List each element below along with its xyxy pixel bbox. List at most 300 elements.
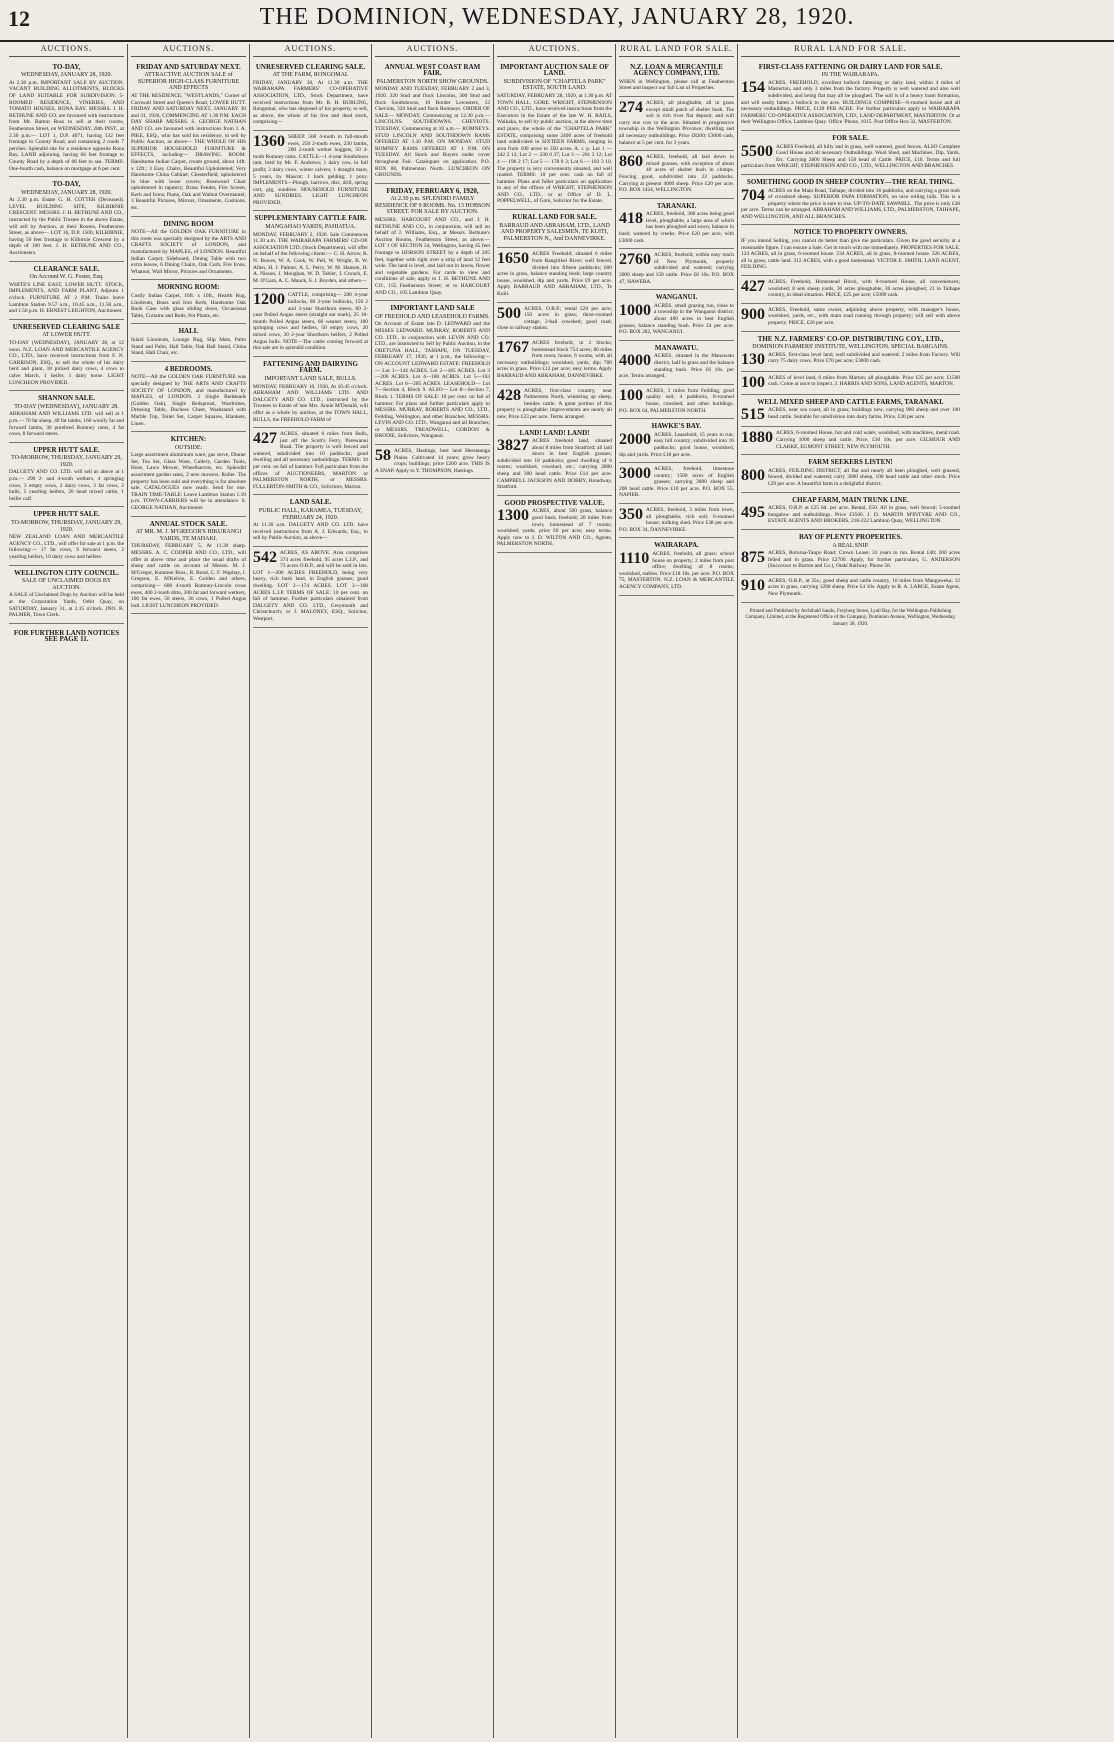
ad-text: ACRES, about 500 grass, balance good bush; freehold; 20 miles from town; homestead of 7 rooms; woolshed; yards; price £6 per acre; easy terms. Apply now to J. D. WILTON AND CO., Agents, PALMERSTON NORTH. (497, 508, 612, 548)
advertisement (131, 217, 246, 281)
ad-title: IMPORTANT AUCTION SALE OF LAND. (500, 62, 609, 78)
advertisement (253, 131, 368, 212)
ad-body (619, 432, 734, 458)
ad-body (741, 238, 960, 271)
advertisement (741, 395, 960, 428)
advertisement (497, 248, 612, 302)
acreage-figure: 1300 (497, 507, 529, 525)
acreage-figure: 542 (253, 549, 277, 566)
advertisement (9, 507, 124, 565)
ad-text: ACRES, Hastings, best land Heretaunga Plains. Cultivated 14 years; grow heavy crops; buildings; price £200 acre. THIS IS A SNAP. Apply to Y. THOMPSON, Hastings. (375, 448, 490, 474)
ad-title: IMPORTANT LAND SALE (390, 304, 475, 313)
ad-text: ACRES, 6-roomed House, hot and cold water, woolshed, with machines, metal road. Carrying 1000 sheep and cattle. Price, £30 10s. per acre. GILMOUR AND CLARKE, EGMONT STREET, NEW PLYMOUTH. (776, 430, 960, 450)
ad-subtitle: AT MR. M. J. M'GREGOR'S HIKURANGI YARDS, TE MAHAKI. (135, 529, 242, 542)
ad-text: ACRES of level land, 6 miles from Marton; all ploughable. Price £35 per acre; £1500 cash. Come at once to inspect. J. HARRIS AND SONS, LAND AGENTS, MARTON. (768, 374, 960, 388)
masthead (0, 0, 1114, 42)
ad-text: ACRES, freehold, within easy reach of New Plymouth, properly subdivided and watered; carrying 3000 sheep and 150 cattle. Price £8 10s. P.O. BOX 47, HAWERA. (619, 252, 734, 285)
ad-title: UNRESERVED CLEARING SALE. (255, 62, 366, 71)
ad-title: TO-DAY, (52, 62, 81, 71)
ad-title: CLEARANCE SALE. (33, 264, 100, 273)
ad-body (253, 134, 368, 207)
ad-title: UPPER HUTT SALE. (33, 445, 100, 454)
ad-subtitle: BARRAUD AND ABRAHAM, LTD., LAND AND PROPERTY SALESMEN, TE KUITI, PALMERSTON N., And DANNEVIRKE. (499, 222, 610, 242)
ad-body (253, 232, 368, 285)
advertisement (253, 60, 368, 131)
advertisement (9, 60, 124, 178)
ad-text: ACRES, first-class level land, well subdivided and watered; 2 miles from Factory. Will carry 75 dairy cows. Price £70 per acre; £3000 cash. (768, 351, 960, 365)
advertisement (741, 332, 960, 372)
ad-text: ACRES freehold, in 2 blocks; homestead block 754 acres; 80 miles from town; house; 6 rooms, with all necessary outbuildings; woolshed, yards, dip; 700 acres in grass. Price £12 per acre; easy terms. Apply BARRAUD AND ABRAHAM, DANNEVIRKE. (497, 339, 612, 379)
ad-body (131, 229, 246, 275)
ad-title: ANNUAL WEST COAST RAM FAIR. (384, 62, 481, 78)
ad-title: NOTICE TO PROPERTY OWNERS. (793, 228, 908, 237)
ad-body (375, 448, 490, 474)
advertisement (131, 517, 246, 615)
ad-body (619, 303, 734, 336)
ad-body (9, 411, 124, 437)
acreage-figure: 427 (253, 430, 277, 448)
acreage-figure: 1200 (253, 291, 285, 309)
ad-body (253, 431, 368, 490)
acreage-figure: 1767 (497, 338, 529, 356)
ad-body (741, 430, 960, 450)
acreage-figure: 704 (741, 186, 765, 204)
acreage-figure: 2760 (619, 251, 651, 269)
ad-text: SATURDAY, FEBRUARY 28, 1920, at 1.30 p.m. AT TOWN HALL, GORE. WRIGHT, STEPHENSON AND CO., LTD., have received instructions from the Executors in the Estate of the late W. H. RAILS, Waikaka, to sell by public auction, at the above time and place, the whole of the "CHAPTELA PARK" ESTATE, comprising some 2400 acres of freehold land subdivided in SIXTEEN FARMS, ranging in area from 100 acres to 350 acres. A. r. p. Lot 1 — 242 2 12; Lot 2 — 236 0 37; Lot 3 — 201 3 12; Lot 4 — 196 2 17; Lot 5 — 178 0 3; Lot 6 — 183 3 10. The property is very conveniently situated, and well roaded. TERMS: 10 per cent. cash on fall of hammer. Plans and fuller particulars on application to any of the offices of WRIGHT, STEPHENSON AND CO., LTD., or at Office of D. L. POPPELWELL, of Gore, Solicitor for the Estate. (497, 92, 612, 205)
ad-title: SUPPLEMENTARY CATTLE FAIR. (254, 214, 367, 223)
advertisement (131, 362, 246, 432)
ad-body (375, 217, 490, 296)
advertisement (619, 463, 734, 504)
advertisement (619, 290, 734, 341)
newspaper-column (372, 44, 494, 1738)
page-number: 12 (8, 6, 30, 31)
ad-title: ANNUAL STOCK SALE. (149, 519, 228, 528)
advertisement (619, 60, 734, 97)
ad-text: Inlaid Linoleum, Lounge Rug, Slip Mats, Palm Stand and Palm, Hall Table, Oak Hall Stand, China Stand, Hall Chair, etc. (131, 336, 246, 357)
advertisement (619, 151, 734, 199)
ad-text: MESSRS. HARCOURT AND CO., and J. H. BETHUNE AND CO., in conjunction, will sell on behalf of J. Williams, Esq., at Messrs. Bethune's Auction Rooms, Featherston Street, as above:— LOT 1 OF SECTION 34, Wellington, having 45 feet frontage to HOBSON STREET by a depth of 205 feet, together with right over a strip of land 12 feet wide. The land is level, and laid out in lawns, flower and vegetable gardens. For cards to view and conditions of sale, apply to J. H. BETHUNE AND CO., 155 Featherston Street; or to HARCOURT AND CO., 105 Lambton Quay. (375, 217, 490, 296)
ad-title: FRIDAY, FEBRUARY 6, 1920, (386, 186, 479, 195)
ad-body (619, 551, 734, 591)
advertisement (741, 493, 960, 530)
ad-title: BAY OF PLENTY PROPERTIES. (799, 532, 902, 541)
ad-text: ACRES, Rotorua-Taupo Road; Crown Lease; 33 years to run. Rental £40; 200 acres felled and in grass. Price £2700. Apply, for further particulars, G. ANDERSON (Successor to Burton and Co.), Otaki Railway. Phone 58. (768, 550, 960, 570)
ad-subtitle: PALMERSTON NORTH SHOW GROUNDS. (376, 78, 489, 85)
ad-subtitle: ATTRACTIVE AUCTION SALE of SUPERIOR HIGH-CLASS FURNITURE AND EFFECTS (137, 72, 240, 92)
ad-title: SOMETHING GOOD IN SHEEP COUNTRY—THE REAL THING. (746, 177, 955, 186)
acreage-figure: 1880 (741, 429, 773, 447)
ad-body (497, 340, 612, 380)
advertisement (619, 419, 734, 463)
ad-text: ACRES, freehold, all laid down in mixed grasses, with exception of about 40 acres of shelter bush in clumps. Fencing good, subdivided into 22 paddocks. Carrying at present 4000 sheep. Price £20 per acre. P.O. BOX 1424, WELLINGTON. (619, 154, 734, 194)
ad-text: NEW ZEALAND LOAN AND MERCANTILE AGENCY CO., LTD., will offer for sale at 1 p.m. the following:— 17 fat cows, 9 forward steers, 2 yearling heifers, 10 dairy cows and heifers. (9, 534, 124, 560)
advertisement (741, 372, 960, 395)
ad-text: ACRES on the Main Road, Taihape, divided into 16 paddocks, and carrying a great mob of crossbred sheep. SUPERIOR PAPA FORMATION, on nice rolling hills. This is a property where the price is sure to rise. UP-TO-DATE SAWMILL. The price is only £28 per acre. Terms can be arranged. ABRAHAM AND WILLIAMS, LTD., PALMERSTON, TAIHAPE, AND WELLINGTON, AND ALL BRANCHES. (741, 187, 960, 220)
advertisement (619, 249, 734, 290)
ad-text: ACRES, freehold, 300 acres being good level, ploughable, a large area of which has been ploughed and sown; balance in bush; watered by creeks. Price £20 per acre, with £3000 cash. (619, 211, 734, 244)
ad-title: GOOD PROSPECTIVE VALUE. (504, 498, 605, 507)
ad-body (741, 279, 960, 299)
ad-body (497, 251, 612, 297)
ad-text: WHEN in Wellington, please call at Featherston Street and inspect our full List of Properties. (619, 78, 734, 92)
ad-body (9, 340, 124, 386)
advertisement (9, 262, 124, 320)
advertisement (9, 443, 124, 508)
ad-title: FARM SEEKERS LISTEN! (808, 458, 893, 467)
advertisement (375, 60, 490, 184)
acreage-figure: 428 (497, 386, 521, 404)
ad-title: FIRST-CLASS FATTENING OR DAIRY LAND FOR SALE. (758, 62, 943, 71)
advertisement (619, 504, 734, 538)
ad-subtitle: IMPORTANT LAND SALE, BULLS. (264, 375, 357, 382)
ad-text: ACRES, FREEHOLD, excellent bullock fattening or dairy land, within 4 miles of Masterton, and only 3 miles from the factory. Property is well watered and also well subdivided, and being flat may all be ploughed. The soil is of a heavy loam formation, and will easily fatten a bullock to the acre. BUILDINGS COMPRISE—6-roomed house and all necessary outbuildings. PRICE, £120 PER ACRE. For further particulars apply to WAIRARAPA FARMERS' CO-OPERATIVE ASSOCIATION, LTD., LAND DEPARTMENT, MASTERTON. Or at their Wellington Office, Lambton Quay. Office 'Phone, 1015. Post Office Box 32, MASTERTON. (741, 79, 961, 126)
acreage-figure: 100 (619, 386, 643, 404)
advertisement (253, 495, 368, 547)
advertisement (497, 426, 612, 496)
ad-body (253, 384, 368, 424)
columns-container (6, 44, 1108, 1738)
advertisement (497, 496, 612, 553)
ad-body (253, 522, 368, 542)
ad-title: MORNING ROOM: (157, 283, 220, 292)
newspaper-title: THE DOMINION, WEDNESDAY, JANUARY 28, 1920. (259, 4, 855, 30)
ad-body (619, 79, 734, 92)
column-header: AUCTIONS. (375, 44, 490, 57)
column-header: AUCTIONS. (497, 44, 612, 57)
newspaper-column (128, 44, 250, 1738)
newspaper-column (250, 44, 372, 1738)
ad-title: WANGANUI. (655, 293, 698, 302)
ad-text: NOTE—All the GOLDEN OAK FURNITURE was specially designed by THE ARTS AND CRAFTS SOCIETY OF LONDON, and manufactured by MAPLES, of LONDON. 2 Single Bedsteads (Golden Oak), Single Bedspread, Wardrobes, Dressing Table, Duchess Chest, Washstand with Marble Top, Toilet Set, Carpet Squares, Blankets, Linen. (131, 374, 246, 427)
acreage-figure: 5500 (741, 142, 773, 160)
ad-text: ACRES, freehold, all grass; school house on property; 2 miles from post office; dwelling of 8 rooms; woolshed, stables. Price £18 10s. per acre. P.O. BOX 75, MASTERTON. N.Z. LOAN & MERCANTILE AGENCY COMPANY, LTD. (619, 551, 734, 590)
ad-body (741, 407, 960, 422)
ad-subtitle: TO-MORROW, THURSDAY, JANUARY 29, 1920. (11, 455, 122, 468)
ad-text: ACRES, AS ABOVE. Area comprises 374 acres freehold, 95 acres L.I.P., and 73 acres O.R.P., and will be sold in lots. LOT 1—200 ACRES FREEHOLD, being very heavy, rich bush land, in English grasses; good dwelling. LOT 2—174 ACRES. LOT 3—168 ACRES L.I.P. TERMS OF SALE: 10 per cent. on fall of hammer. Further particulars obtained from DALGETY AND CO. LTD., Greymouth and Christchurch; or J. MALONEY, ESQ., Solicitor, Westport. (253, 550, 368, 622)
advertisement (497, 60, 612, 210)
ad-text: AT THE RESIDENCE, "WESTLANDS," Corner of Cornwall Street and Queen's Road, LOWER HUTT. FRIDAY AND SATURDAY NEXT, JANUARY 30 and 31, 1920, COMMENCING AT 1.30 P.M. EACH DAY SHARP. MESSRS. S. GEORGE NATHAN AND CO. are favoured with instructions from J. A. PIKE, ESQ., who has sold his residence, to sell by Public Auction, as above— THE WHOLE OF HIS SUPERIOR HOUSEHOLD FURNITURE & EFFECTS, including— DRAWING ROOM: Handsome Indian Carpet, cream ground, about 14ft. x 12ft.; 3 Easy Chairs, Beautiful Upholstered; Very Handsome China Cabinet; Chesterfield, upholstered in blue with loose covers; Rosewood Chair upholstered in tapestry; Brass Fender, Fire Screen, Kerb and Irons; Piano, Oak and Walnut Overmantel; 3 Beautiful Pictures, Mirrors, Ornaments, Cushions, etc. (131, 92, 246, 212)
ad-subtitle: TO-MORROW, THURSDAY, JANUARY 29, 1920. (11, 520, 122, 533)
advertisement (619, 385, 734, 419)
ad-body (497, 508, 612, 548)
ad-text: ACRES, Freehold, same owner, adjoining above property, with manager's house, woolshed, yards, etc., with main road running through property; will sell with above property. PRICE, £20 per acre. (768, 306, 960, 326)
ad-title: KITCHEN: (170, 435, 207, 444)
ad-text: ACRES, 3 miles from Feilding, good quality soil; 4 paddocks, 8-roomed house, cowshed, and other buildings. P.O. BOX 64, PALMERSTON NORTH. (619, 387, 734, 414)
advertisement (131, 324, 246, 361)
ad-text: WHITE'S LINE EAST, LOWER HUTT. STOCK, IMPLEMENTS, AND FARM PLANT. Adjourn 1 o'clock. FURNITURE AT 2 P.M. Trains leave Lambton Station 9.57 a.m., 10.45 a.m., 11.50 a.m., and 1.50 p.m. H. ERNEST LEIGHTON, Auctioneer. (9, 281, 124, 315)
ad-text: ACRES, O.R.P. at £25 6d. per acre. Rental, £50. All in grass, well fenced; 5-roomed bungalow and outbuildings. Price £3500. J. D. MARTIN M'INTYRE AND CO., ESTATE AGENTS AND BROKERS, 218-222 Lambton Quay, WELLINGTON. (768, 505, 960, 525)
advertisement (619, 199, 734, 250)
column-footer-note: FOR FURTHER LAND NOTICES SEE PAGE 11. (13, 628, 120, 644)
ad-title: DINING ROOM (163, 219, 214, 228)
ad-subtitle: SUBDIVISION OF "CHAPTELA PARK" ESTATE, SOUTH LAND. (503, 78, 606, 92)
ad-text: FRIDAY, JANUARY 30, At 11.30 a.m. THE WAIRARAPA FARMERS' CO-OPERATIVE ASSOCIATION, LTD., Stock Department, have received instructions from Mr. R. H. BURLING, Rongomai, who has disposed of his property, to sell, as above, the whole of his live and dead stock, comprising— (253, 79, 368, 126)
ad-body (741, 578, 960, 598)
ad-title: CHEAP FARM, MAIN TRUNK LINE. (792, 495, 909, 504)
advertisement (375, 301, 490, 445)
acreage-figure: 1650 (497, 250, 529, 268)
acreage-figure: 800 (741, 466, 765, 484)
acreage-figure: 495 (741, 504, 765, 522)
acreage-figure: 515 (741, 406, 765, 424)
ad-text: ACRES, first-class country, near Palmerston North, wintering up sheep, besides cattle. A great portion of this property is ploughable; improvements are nearly all new. Price £23 per acre. Terms arranged. (497, 387, 612, 420)
ad-title: TARANAKI. (656, 201, 697, 210)
acreage-figure: 1110 (619, 550, 650, 568)
ad-subtitle: AT THE FARM, RONGOMAI. (272, 72, 349, 79)
ad-text: ACRES, situated in the Manawatu district, half in grass and the balance standing bush. Price £6 10s. per acre. Terms arranged. (619, 353, 734, 380)
ad-subtitle: WEDNESDAY, JANUARY 28, 1920. (20, 72, 113, 79)
acreage-figure: 500 (497, 304, 521, 322)
acreage-figure: 130 (741, 350, 765, 368)
ad-title: FATTENING AND DAIRYING FARM. (263, 359, 358, 375)
ad-title: WELLINGTON CITY COUNCIL. (14, 568, 119, 577)
ad-body (131, 293, 246, 319)
ad-subtitle: PUBLIC HALL, KARAMEA, TUESDAY, FEBRUARY 24, 1920. (258, 508, 363, 521)
advertisement (741, 60, 960, 131)
ad-title: 4 BEDROOMS. (164, 364, 213, 373)
printer-imprint: Printed and Published by Archibald Sando, Freyberg Street, Lyall Bay, for the Wellington Publishing Company, Limited, at the Registered Office of the Company, Dominion Avenue, Wellington, Wednesday, January 28, 1920. (745, 608, 956, 627)
advertisement (497, 337, 612, 385)
advertisement (741, 225, 960, 276)
ad-text: At 11.30 a.m. DALGETY AND CO. LTD. have received instructions from A. J. Edwards, Esq., to sell by Public Auction, as above— (253, 522, 368, 542)
advertisement (9, 391, 124, 443)
column-header: AUCTIONS. (9, 44, 124, 57)
ad-body (131, 337, 246, 357)
advertisement (375, 184, 490, 302)
column-header: RURAL LAND FOR SALE. (619, 44, 734, 57)
ad-body (619, 507, 734, 533)
ad-body (741, 188, 960, 221)
ad-body (619, 154, 734, 194)
ad-text: ACRES, O.R.P.; rental £20 per acre; 150 acres in grass; three-roomed cottage, 2-bail cowshed; good road; close to railway station. (497, 305, 612, 332)
ad-title: HALL (178, 327, 199, 336)
ad-body (619, 466, 734, 499)
acreage-figure: 418 (619, 210, 643, 228)
ad-title: UPPER HUTT SALE. (33, 510, 100, 519)
ad-text: At 2.30 p.m. IMPORTANT SALE BY AUCTION. VACANT BUILDING ALLOTMENTS, BLOCKS OF LAND SUITABLE FOR SUBDIVISION. 5-ROOMED RESIDENCE, VINERIES, AND TOMATO HOUSES, RONA BAY. MESSRS. J. H. BETHUNE AND CO. are favoured with instructions from Mr. Barton Ross to sell at their rooms, Featherston Street, on WEDNESDAY, 28th INST., at 2.30 p.m.— LOT 1, D.P. 4071, having 132 feet frontage to County Road, and containing 2 roods 7 perches. Splendid site for a residence opposite Rona Bay. LAND adjoining, having 66 feet frontage to County Road by a depth of 66 feet to sea. TERMS: One-fourth cash, balance on mortgage at 6 per cent. (9, 79, 124, 172)
ad-body (619, 100, 734, 146)
ad-title: TO-DAY, (52, 180, 81, 189)
acreage-figure: 3000 (619, 465, 651, 483)
ad-text: ACRES, situated 6 miles from Bulls, just off the Scott's Ferry, Parewanui Road. The property is well fenced and watered, subdivided into 10 paddocks; good dwelling and all necessary outbuildings. TERMS: 10 per cent. on fall of hammer. Full particulars from the offices of AUCTIONEERS, MARTON or PALMERSTON NORTH, or MESSRS. FULLERTON-SMITH & CO., Solicitors, Marton. (253, 431, 368, 490)
acreage-figure: 274 (619, 98, 643, 116)
advertisement (131, 432, 246, 517)
ad-body (619, 388, 734, 414)
acreage-figure: 58 (375, 447, 391, 465)
acreage-figure: 875 (741, 549, 765, 567)
advertisement (253, 428, 368, 495)
ad-text: ACRES, freehold, limestone country; 1500 acres of English grasses; carrying 3000 sheep and 200 head cattle. Price £10 per acre. P.O. BOX 55, NAPIER. (619, 466, 734, 499)
ad-title: HAWKE'S BAY. (651, 422, 702, 431)
ad-text: MONDAY, FEBRUARY 2, 1920. Sale Commences 11.30 a.m. THE WAIRARAPA FARMERS' CO-OP. ASSOCIATION LTD. (Stock Department), will offer on behalf of the following clients:— C. H. Arrow, R. N. Bowes, W. A. Cook, W. Pell, W. Wright, B. W. Allen, H. J. Palmer, A. L. Perry, W. M. Hansen, H. A. Nisson, J. Moughan, W. D. Tabler, J. Crouch, E. M. O'Gara, A. C. Mauck, S. J. Boyden, and others— (253, 231, 368, 284)
ad-text: ACRES, Leasehold, 15 years to run; easy hill country; subdivided into 16 paddocks; good house, woolshed, dip and yards. Price £18 per acre. (619, 431, 734, 458)
advertisement (741, 175, 960, 226)
ad-subtitle: TO-DAY (WEDNESDAY), JANUARY 28. (14, 403, 119, 410)
ad-body (741, 468, 960, 488)
ad-text: TO-DAY (WEDNESDAY), JANUARY 28, at 12 noon. N.Z. LOAN AND MERCANTILE AGENCY CO., LTD., have received instructions from F. N. GARRISON, ESQ., to sell the whole of his dairy herd and plant, 18 picked dairy cows, 4 cows to calve March, 1 heifer, 1 dairy horse. LIGHT LUNCHEON PROVIDED. (9, 339, 124, 386)
advertisement (9, 177, 124, 262)
ad-body (619, 252, 734, 285)
newspaper-column (738, 44, 963, 1738)
ad-title: THE N.Z. FARMERS' CO-OP. DISTRIBUTING COY., LTD., (757, 334, 944, 343)
advertisement (131, 60, 246, 217)
acreage-figure: 100 (741, 373, 765, 391)
ad-body (741, 375, 960, 390)
advertisement (9, 566, 124, 624)
advertisement (619, 538, 734, 595)
ad-text: ABRAHAM AND WILLIAMS LTD. will sell at 1 p.m.— 70 fat sheep, 40 fat lambs, 160 woolly fat and forward lambs, 30 purebred Romney rams, 4 fat cows, 8 forward steers. (9, 411, 124, 438)
ad-body (375, 321, 490, 440)
advertisement (253, 357, 368, 428)
advertisement (497, 303, 612, 337)
advertisement (497, 210, 612, 248)
ad-text: ACRES Freehold; situated 6 miles from Rangitikei River; well fenced, divided into fifteen paddocks; 600 acres in grass, balance standing bush; large country house, woolshed, dip and yards. Price £9 per acre. Apply BARRAUD AND ABRAHAM, LTD., Te Kuiti. (497, 251, 612, 297)
advertisement (375, 445, 490, 479)
ad-text: ACRES Freehold, all hilly and in grass, well watered, good fences. ALSO Complete Good House and all necessary Outbuildings. Wool Shed, and Machines. Dip, Yards, Etc. Carrying 2800 Sheep and 150 head of Cattle. PRICE, £10. Terms and full particulars from WRIGHT, STEPHENSON AND CO., LTD., WELLINGTON AND BRANCHES. (741, 143, 960, 170)
ad-text: CATTLE, comprising— 200 4-year bullocks, 60 3-year bullocks, 150 2 and 3-year Shorthorn steers, 80 2-year Polled Angus steers (straight ear mark), 25 18-month Polled Angus steers, 60 weaner steers, 100 springing cows and heifers, 50 empty cows, 20 mixed cows, 30 2-year Shorthorn heifers, 2 Polled Angus bulls. NOTE—The cattle coming forward at this sale are in splendid condition. (253, 292, 368, 352)
ad-text: ACRES, Freehold, Homestead Block, with 8-roomed House, all conveniences; woolshed; 8 sets sheep yards, 30 acres ploughable, 30 acres ploughed; 21 in Taihape country, in ideal situation. PRICE, £25 per acre; £5000 cash. (768, 279, 960, 299)
ad-body (375, 86, 490, 178)
ad-subtitle: OF FREEHOLD AND LEASEHOLD FARMS. (375, 313, 490, 320)
ad-title: UNRESERVED CLEARING SALE (12, 322, 121, 331)
ad-text: MONDAY, FEBRUARY 16, 1920, At 10.45 o'clock. ABRAHAM AND WILLIAMS LTD. AND DALGETY AND CO. LTD., instructed by the Trustees in Estate of late Mrs. Annie M'Donald, will offer as a whole by auction, at the TOWN HALL, BULLS, the FREEHOLD FARM of (253, 383, 368, 423)
acreage-figure: 2000 (619, 430, 651, 448)
acreage-figure: 154 (741, 78, 765, 96)
ad-body (741, 352, 960, 367)
ad-body (497, 93, 612, 205)
advertisement (9, 320, 124, 391)
acreage-figure: 350 (619, 506, 643, 524)
acreage-figure: 427 (741, 278, 765, 296)
ad-body (131, 93, 246, 212)
ad-title: MANAWATU. (654, 343, 699, 352)
ad-text: DALGETY AND CO. LTD. will sell as above at 1 p.m.— 290 2- and 4-tooth wethers, 4 springing cows, 3 empty cows, 2 dairy cows, 3 fat cows, 2 bulls, 5 yearling heifers, 20 head mixed cattle, 1 heifer calf. (9, 469, 124, 502)
ad-text: Costly Indian Carpet, 16ft. x 10ft., Hearth Rug, Linoleum, Brass and Iron Kerb, Handsome Oak Book Case with glass sliding doors, Occasional Table, Curtains and Rods, Pot Plants, etc. (131, 293, 246, 319)
ad-subtitle: At 2.30 p.m. SPLENDID FAMILY RESIDENCE OF 9 ROOMS. No. 13 HOBSON STREET. FOR SALE BY AUCTION. (375, 196, 491, 216)
ad-text: THURSDAY, FEBRUARY 5, At 11.30 sharp. MESSRS. A. C. COOPER AND CO., LTD., will offer at above time and place the usual drafts of sheep and cattle on account of Messrs. M. J. M'Gregor, Kummer Bros., R. Bond, C. F. Wapitay, J. Gregson, E. M'Kelvie, E. Golden and others, comprising— 600 4-tooth Romney-Lincoln cross ewes, 400 2-tooth ditto, 300 fat and forward wethers, 100 fat ewes, 50 steers, 30 cows, 1 Polled Angus bull. LIGHT LUNCHEON PROVIDED. (131, 543, 246, 609)
advertisement (741, 304, 960, 332)
advertisement (741, 575, 960, 603)
ad-text: A SALE of Unclaimed Dogs by Auction will be held at the Corporation Yards, Orbit Quay, on SATURDAY, January 31, at 2.15 o'clock. JNO. R. PALMER, Town Clerk. (9, 592, 124, 619)
ad-text: ACRES, FEILDING DISTRICT, all flat and nearly all been ploughed, well grassed, fenced, divided and watered; carry 3000 sheep, 100 head cattle and other stock. Price £29 per acre. A beautiful farm in a delightful district. (768, 467, 960, 487)
ad-body (9, 197, 124, 256)
column-header: AUCTIONS. (131, 44, 246, 57)
advertisement (253, 289, 368, 356)
ad-subtitle: A REAL SNIP. (832, 542, 869, 549)
ad-body (9, 534, 124, 560)
ad-body (131, 452, 246, 511)
ad-subtitle: MANGAHAO YARDS, PAHIATUA. (265, 224, 356, 231)
advertisement (741, 530, 960, 575)
advertisement (741, 276, 960, 304)
ad-body (619, 353, 734, 379)
acreage-figure: 3827 (497, 437, 529, 455)
advertisement (741, 427, 960, 455)
advertisement (619, 341, 734, 385)
ad-body (253, 550, 368, 623)
ad-subtitle: On Account W. G. Foster, Esq. (29, 274, 104, 281)
newspaper-column (616, 44, 738, 1738)
column-header: RURAL LAND FOR SALE. (741, 44, 960, 57)
ad-body (741, 307, 960, 327)
ad-body (741, 80, 960, 126)
ad-title: LAND SALE. (289, 498, 332, 507)
ad-body (253, 292, 368, 351)
ad-body (131, 374, 246, 427)
ad-body (9, 282, 124, 315)
newspaper-column (6, 44, 128, 1738)
ad-title: N.Z. LOAN & MERCANTILE AGENCY COMPANY, LTD. (630, 62, 723, 78)
ad-subtitle: IN THE WAIRARAPA. (821, 72, 880, 79)
ad-title: FRIDAY AND SATURDAY NEXT. (136, 62, 241, 71)
newspaper-column (494, 44, 616, 1738)
ad-title: WELL MIXED SHEEP AND CATTLE FARMS, TARANAKI. (757, 397, 944, 406)
ad-text: ACRES, all ploughable, all in grass except small patch of shelter bush. The soil is rich river flat deposit, and will carry one cow to the acre. Situated in progressive township in the Wellington Province; dwelling and all necessary outbuildings. Price £8200; £3000 cash, balance at 5 per cent. for 3 years. (619, 99, 734, 146)
advertisement (253, 547, 368, 628)
ad-body (741, 144, 960, 170)
ad-text: IF you intend Selling, you cannot do better than give me particulars. Given the good security at a reasonable figure, I can ensure a Sale. Get in touch with me immediately. PROPERTIES FOR SALE. 124 ACRES, all in grass, 6-roomed house. 234 ACRES, all in grass, 8-roomed house. 326 ACRES, all in grass, cattle land. 312 ACRES, with a good homestead. VICTOR E. SMITH, LAND AGENT, FEILDING. (741, 238, 960, 271)
advertisement (619, 97, 734, 151)
advertisement (741, 131, 960, 175)
ad-body (131, 543, 246, 609)
ad-text: ACRES freehold land, situated about 8 miles from Stratford; all laid down in best English grasses; subdivided into 18 paddocks; good dwelling of 6 rooms; woolshed, cowshed, etc.; carrying 2800 sheep and 300 head cattle. Price £14 per acre. CAMPBELL JACKSON AND DOBBY, Broadway, Stratford. (497, 438, 612, 491)
ad-body (253, 80, 368, 126)
ad-body (497, 388, 612, 421)
ad-title: RURAL LAND FOR SALE. (512, 213, 597, 222)
ad-body (9, 592, 124, 618)
ad-body (619, 211, 734, 244)
ad-title: FOR SALE. (832, 133, 869, 142)
ad-text: ACRES, small grazing run, close to a township in the Wanganui district; about 400 acres in best English grasses, balance standing bush. Price £4 per acre. P.O. BOX 282, WANGANUI. (619, 302, 734, 336)
ad-body (497, 306, 612, 332)
ad-title: LAND! LAND! LAND! (519, 428, 590, 437)
column-header: AUCTIONS. (253, 44, 368, 57)
ad-subtitle: SALE OF UNCLAIMED DOGS BY AUCTION. (21, 578, 112, 591)
ad-text: ACRES, near sea coast, all in grass; buildings new, carrying 900 sheep and over 100 head cattle. Suitable for subdivision into dairy farms. Price, £30 per acre. (768, 407, 960, 420)
ad-body (741, 505, 960, 525)
advertisement (131, 280, 246, 324)
ad-text: At 2.30 p.m. Estate G. H. COTTER (Deceased). LEVEL BUILDING SITE, KILBIRNIE CRESCENT. MESSRS. J. H. BETHUNE AND CO., instructed by the Public Trustee in the above Estate, will sell by Auction, at their Rooms, Featherston Street, as above— LOT 16, D.P. 1500, KILBIRNIE, having 50 feet frontage to Kilbirnie Crescent by a depth of 100 feet. J. H. BETHUNE AND CO., Auctioneers. (9, 197, 124, 257)
ad-text: MONDAY AND TUESDAY, FEBRUARY 2 and 3, 1920. 320 Stud and flock Lincolns, 300 Stud and flock Southdowns, 10 Border Leicesters, 12 Cheviots, 320 Stud and flock Romneys. ORDER OF SALE— MONDAY, Commencing at 12.30 p.m.— LINCOLNS. SOUTHDOWNS. CHEVIOTS. TUESDAY, Commencing at 10 a.m.— ROMNEYS. STUD LINCOLN AND SOUTHDOWN RAMS OFFERED AT 1.30 P.M. ON MONDAY. STUD ROMNEY RAMS OFFERED AT 1 P.M. ON TUESDAY. All Stock and Buyers under cover throughout Fair. Catalogues on application. P.O. BOX 88, Palmerston North. LUNCHEON ON GROUNDS. (375, 86, 490, 179)
ad-body (497, 438, 612, 491)
ad-text: ACRES, freehold, 3 miles from town, all ploughable; rich soil; 6-roomed house; milking shed. Price £38 per acre. P.O. BOX 34, DANNEVIRKE. (619, 507, 734, 533)
ad-title: WAIRARAPA. (654, 541, 699, 550)
acreage-figure: 900 (741, 305, 765, 323)
ad-text: ACRES, O.R.P., at 35s.; good sheep and cattle country, 10 miles from Mangaweka; 12 acres in grass, carrying 1200 sheep. Price £4 10s. Apply to R. A. LARGE, Estate Agent, New Plymouth. (768, 577, 960, 598)
advertisement (741, 455, 960, 492)
ad-text: On Account of Estate late D. LEDWARD and the MISSES LEDWARD. MURRAY, ROBERTS AND CO. LTD., in conjunction with LEVIN AND CO. LTD., are instructed to Sell by Public Auction, in the ORETUNA HALL, TAIHAPE, ON TUESDAY, FEBRUARY 17, 1920, at 1 p.m., the following— ON ACCOUNT LEDWARD ESTATE: FREEHOLD— Lot 1—144 ACRES. Lot 2—185 ACRES. Lot 3—206 ACRES. Lot 4—180 ACRES. Lot 5—163 ACRES. Lot 6—285 ACRES. LEASEHOLD— Lot 7—Section 4, Block 9. ALSO— Lot 8—Section 7, Block 1. TERMS OF SALE: 10 per cent. on fall of hammer. For plans and further particulars apply to MESSRS. MURRAY, ROBERTS AND CO., LTD., Feilding, Wellington, and other Branches; MESSRS. LEVIN AND CO. LTD., Wanganui and all Branches; or MESSRS. TREADWELL, GORDON & BRODIE, Solicitors, Wanganui. (375, 321, 490, 440)
ad-body (9, 80, 124, 172)
ad-subtitle: OUTSIDE: (174, 444, 203, 451)
acreage-figure: 4000 (619, 352, 651, 370)
ad-subtitle: WEDNESDAY, JANUARY 28, 1920. (20, 189, 113, 196)
acreage-figure: 910 (741, 576, 765, 594)
acreage-figure: 1360 (253, 132, 285, 150)
ad-title: SHANNON SALE. (38, 394, 95, 403)
advertisement (253, 211, 368, 289)
ad-text: Large assortment aluminium ware, gas stove, Dinner Set, Tea Set, Glass Ware, Cutlery, Garden Tools, Hose, Lawn Mower, Wheelbarrow, etc. Splendid assortment garden seats, 2 new mowers, Roller. The property has been sold and everything is for absolute sale. CATALOGUES now ready. Send for one. TRAIN TIME-TABLE: Leave Lambton Station 1.10 p.m. TOWN-CARRIERS will be in attendance. S. GEORGE NATHAN, Auctioneer. (131, 452, 246, 512)
ad-text: SHEEP. 560 4-tooth to full-mouth ewes, 250 2-tooth ewes, 230 lambs, 200 2-tooth wether hoggets, 50 4-tooth Romney rams. CATTLE—1 4-year Southdown ram, bred by Mr. F. Andrews; 1 dairy cow, in full profit; 3 dairy cows, winter calvers; 1 draught mare, 5 years, by Mascot; 1 hack gelding; 1 pony. IMPLEMENTS—Plough, harrows, disc, drill, spring cart, gig, sundries. HOUSEHOLD FURNITURE AND SUNDRIES. LIGHT LUNCHEON PROVIDED. (253, 133, 368, 206)
acreage-figure: 860 (619, 153, 643, 171)
ad-subtitle: AT LOWER HUTT. (42, 332, 91, 339)
ad-body (9, 469, 124, 502)
ad-subtitle: DOMINION FARMERS' INSTITUTE, WELLINGTON. SPECIAL BARGAINS. (752, 344, 949, 351)
ad-text: NOTE—All the GOLDEN OAK FURNITURE in this room was specially designed by the ARTS AND CRAFTS SOCIETY of LONDON, and manufactured by MAPLES, of LONDON. Beautiful Indian Carpet; Sideboard, Dining Table with two extra leaves, 6 Dining Chairs, Oak Curb, Fire Irons, Whatnot, Wall Mirror, Pictures and Ornaments. (131, 229, 246, 275)
ad-body (741, 550, 960, 570)
acreage-figure: 1000 (619, 301, 651, 319)
advertisement (497, 385, 612, 426)
